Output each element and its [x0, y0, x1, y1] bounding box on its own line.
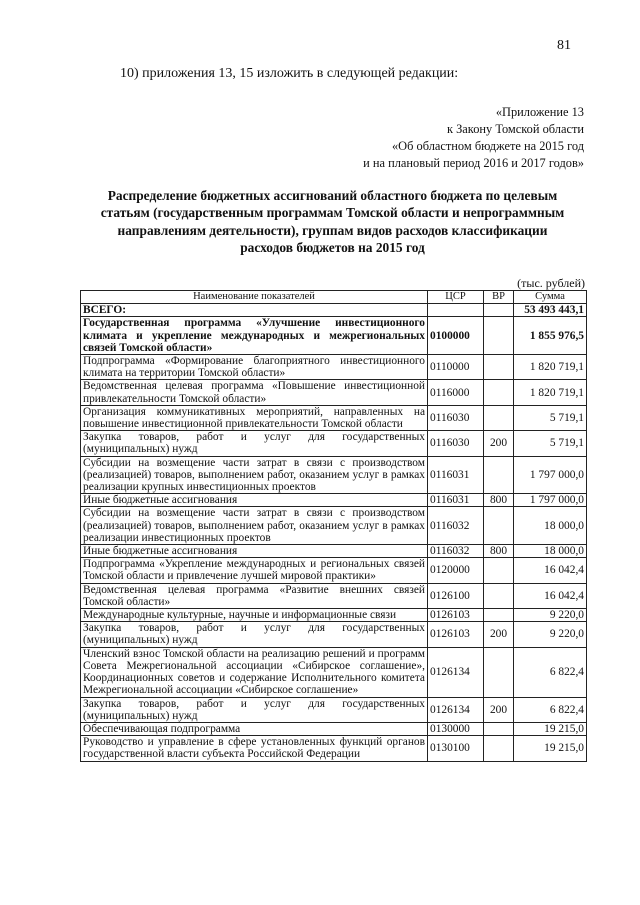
cell-sum: 19 215,0	[514, 736, 587, 761]
header-vr: ВР	[484, 291, 514, 304]
table-row	[81, 583, 587, 608]
table-row	[81, 494, 587, 507]
page-number: 81	[557, 38, 571, 53]
cell-csr: 0116032	[428, 507, 484, 545]
cell-csr: 0116031	[428, 494, 484, 507]
cell-csr: 0126134	[428, 647, 484, 697]
cell-name: Субсидии на возмещение части затрат в связи с производством (реализацией) товаров, выполнением работ, оказанием услуг в рамках реализации крупных инвестиционных проектов	[81, 456, 428, 494]
document-title	[80, 187, 585, 256]
cell-name: Закупка товаров, работ и услуг для государственных (муниципальных) нужд	[81, 622, 428, 647]
cell-vr	[484, 583, 514, 608]
cell-name: ВСЕГО:	[81, 304, 428, 317]
cell-sum: 16 042,4	[514, 558, 587, 583]
table-row	[81, 545, 587, 558]
cell-sum: 9 220,0	[514, 622, 587, 647]
table-row	[81, 558, 587, 583]
cell-vr: 200	[484, 697, 514, 722]
cell-sum: 18 000,0	[514, 507, 587, 545]
cell-sum: 9 220,0	[514, 609, 587, 622]
cell-name: Субсидии на возмещение части затрат в связи с производством (реализацией) товаров, выполнением работ, оказанием услуг в рамках реализации инвестиционных проектов	[81, 507, 428, 545]
cell-csr: 0116030	[428, 405, 484, 430]
cell-vr: 200	[484, 622, 514, 647]
cell-sum: 18 000,0	[514, 545, 587, 558]
appendix-line: «Об областном бюджете на 2015 год	[391, 139, 584, 153]
appendix-line: к Закону Томской области	[446, 122, 584, 136]
cell-sum: 6 822,4	[514, 647, 587, 697]
cell-name: Ведомственная целевая программа «Развитие внешних связей Томской области»	[81, 583, 428, 608]
cell-name: Руководство и управление в сфере установленных функций органов государственной власти субъекта Российской Федерации	[81, 736, 428, 761]
table-row	[81, 722, 587, 735]
intro-text: 10) приложения 13, 15 изложить в следующей редакции:	[120, 66, 459, 81]
table-body	[81, 304, 587, 761]
cell-csr: 0126100	[428, 583, 484, 608]
table-row	[81, 622, 587, 647]
cell-csr: 0120000	[428, 558, 484, 583]
budget-table	[80, 290, 587, 762]
cell-sum: 5 719,1	[514, 405, 587, 430]
cell-sum: 1 797 000,0	[514, 494, 587, 507]
cell-vr: 200	[484, 431, 514, 456]
cell-csr: 0100000	[428, 317, 484, 355]
table-row	[81, 355, 587, 380]
cell-vr	[484, 304, 514, 317]
cell-vr	[484, 405, 514, 430]
table-row	[81, 304, 587, 317]
cell-name: Членский взнос Томской области на реализацию решений и программ Совета Межрегиональной ассоциации «Сибирское соглашение», Координационных советов и содержание Исполнительного комитета Межрегиональной ассоциации «Сибирское соглашение»	[81, 647, 428, 697]
cell-csr: 0116030	[428, 431, 484, 456]
cell-vr: 800	[484, 494, 514, 507]
title-line: расходов бюджетов на 2015 год	[240, 239, 425, 255]
cell-name: Подпрограмма «Укрепление международных и региональных связей Томской области и привлечение лучшей мировой практики»	[81, 558, 428, 583]
title-line: статьям (государственным программам Томской области и непрограммным	[100, 205, 565, 221]
cell-csr: 0126103	[428, 609, 484, 622]
title-line: направлениям деятельности), группам видов расходов классификации	[117, 222, 548, 238]
appendix-line: «Приложение 13	[495, 105, 584, 119]
cell-csr: 0126103	[428, 622, 484, 647]
cell-name: Иные бюджетные ассигнования	[81, 545, 428, 558]
table-row	[81, 609, 587, 622]
cell-csr: 0110000	[428, 355, 484, 380]
cell-name: Подпрограмма «Формирование благоприятного инвестиционного климата на территории Томской области»	[81, 355, 428, 380]
cell-sum: 1 820 719,1	[514, 355, 587, 380]
cell-name: Закупка товаров, работ и услуг для государственных (муниципальных) нужд	[81, 697, 428, 722]
cell-vr	[484, 507, 514, 545]
table-row	[81, 431, 587, 456]
cell-vr	[484, 317, 514, 355]
cell-name: Государственная программа «Улучшение инвестиционного климата и укрепление международных и межрегиональных связей Томской области»	[81, 317, 428, 355]
cell-name: Международные культурные, научные и информационные связи	[81, 609, 428, 622]
units-label: (тыс. рублей)	[517, 276, 585, 290]
cell-csr: 0126134	[428, 697, 484, 722]
table-row	[81, 697, 587, 722]
cell-sum: 16 042,4	[514, 583, 587, 608]
cell-vr	[484, 736, 514, 761]
cell-vr	[484, 609, 514, 622]
cell-csr: 0130100	[428, 736, 484, 761]
cell-vr	[484, 355, 514, 380]
table-row	[81, 736, 587, 761]
cell-name: Организация коммуникативных мероприятий, направленных на повышение инвестиционной привлекательности Томской области	[81, 405, 428, 430]
cell-sum: 53 493 443,1	[514, 304, 587, 317]
title-line: Распределение бюджетных ассигнований областного бюджета по целевым	[107, 188, 558, 203]
header-sum: Сумма	[514, 291, 587, 304]
table-row	[81, 405, 587, 430]
cell-vr: 800	[484, 545, 514, 558]
cell-csr: 0116000	[428, 380, 484, 405]
cell-sum: 19 215,0	[514, 722, 587, 735]
cell-name: Иные бюджетные ассигнования	[81, 494, 428, 507]
header-name: Наименование показателей	[81, 291, 428, 304]
cell-sum: 5 719,1	[514, 431, 587, 456]
cell-name: Ведомственная целевая программа «Повышение инвестиционной привлекательности Томской области»	[81, 380, 428, 405]
table-row	[81, 380, 587, 405]
cell-name: Обеспечивающая подпрограмма	[81, 722, 428, 735]
cell-vr	[484, 558, 514, 583]
cell-vr	[484, 456, 514, 494]
cell-csr: 0116032	[428, 545, 484, 558]
cell-sum: 1 855 976,5	[514, 317, 587, 355]
table-row	[81, 456, 587, 494]
cell-vr	[484, 722, 514, 735]
cell-csr: 0130000	[428, 722, 484, 735]
table-row	[81, 317, 587, 355]
cell-csr: 0116031	[428, 456, 484, 494]
table-row	[81, 507, 587, 545]
cell-csr	[428, 304, 484, 317]
cell-vr	[484, 647, 514, 697]
header-csr: ЦСР	[428, 291, 484, 304]
cell-sum: 6 822,4	[514, 697, 587, 722]
table-row	[81, 647, 587, 697]
cell-sum: 1 797 000,0	[514, 456, 587, 494]
appendix-line: и на плановый период 2016 и 2017 годов»	[363, 156, 584, 170]
appendix-header	[363, 104, 584, 172]
table-header-row	[81, 291, 587, 304]
cell-sum: 1 820 719,1	[514, 380, 587, 405]
cell-vr	[484, 380, 514, 405]
cell-name: Закупка товаров, работ и услуг для государственных (муниципальных) нужд	[81, 431, 428, 456]
